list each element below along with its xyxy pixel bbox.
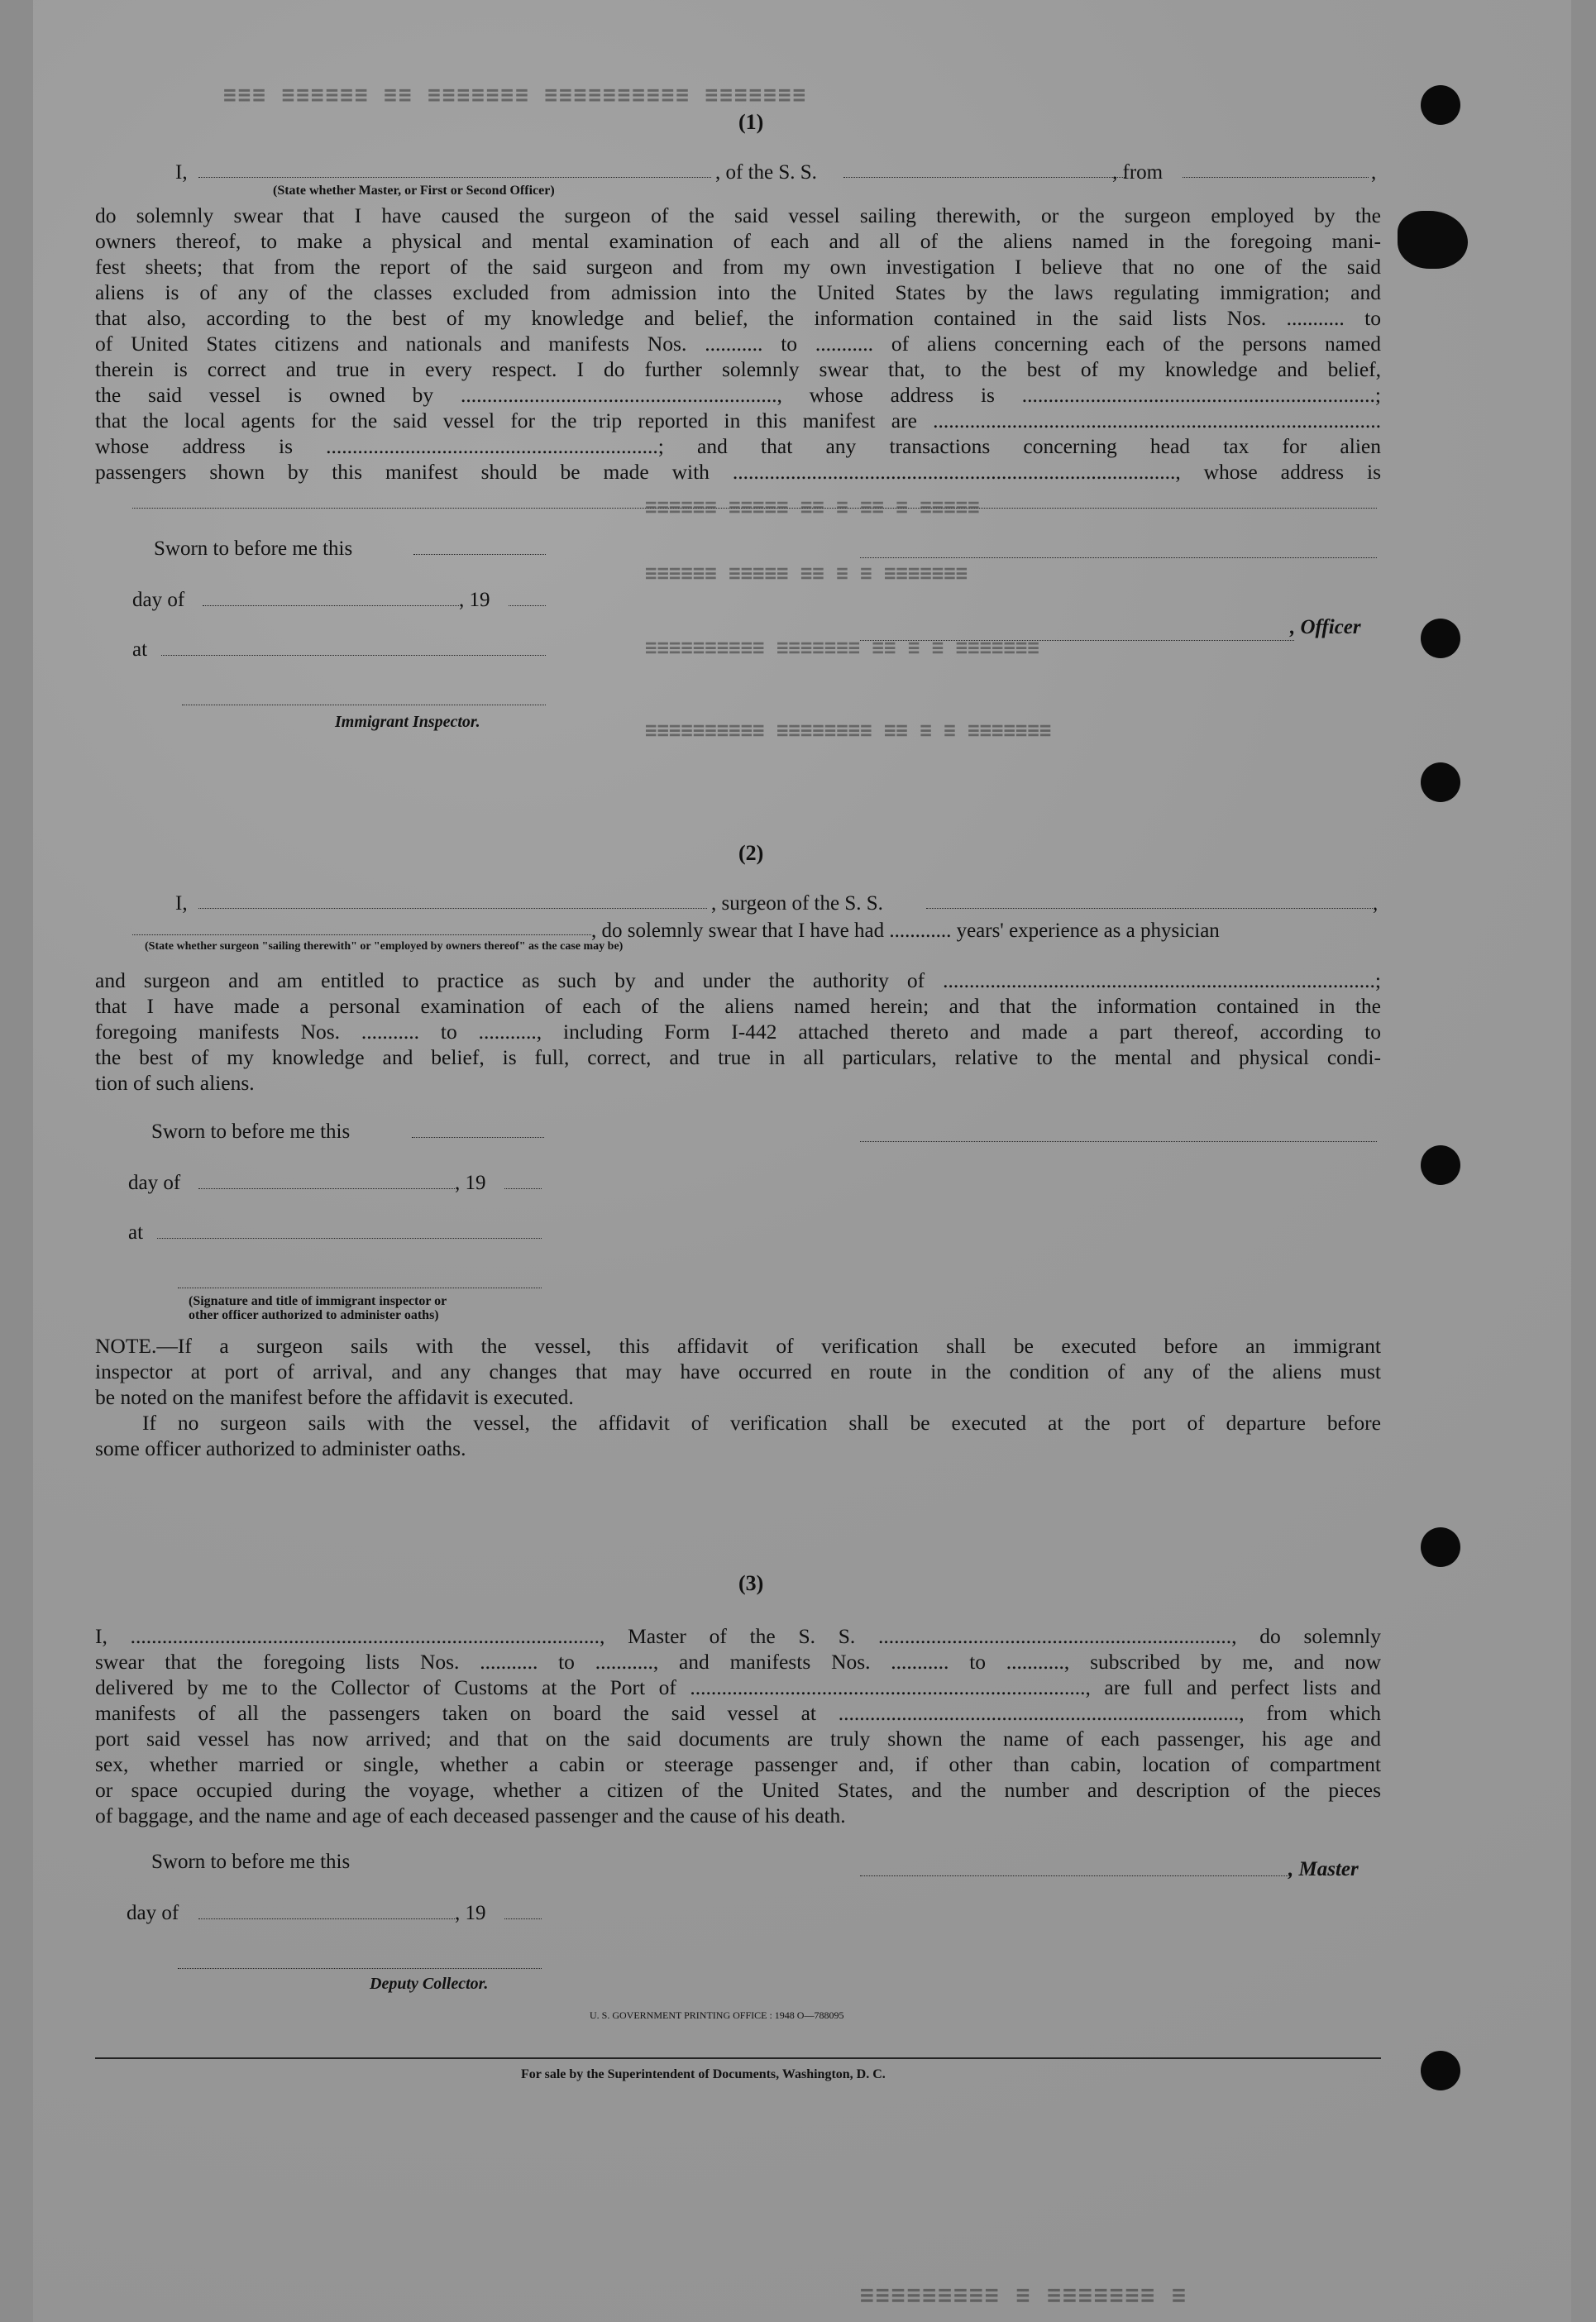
at-label-2: at (128, 1221, 144, 1244)
sworn-label-1: Sworn to before me this (154, 538, 353, 560)
punch-hole (1421, 2051, 1460, 2090)
day-of-label-1: day of (132, 589, 185, 611)
paragraph-line: the best of my knowledge and belief, is full, correct, and true in all particulars, relative to the mental and physical condi- (95, 1045, 1381, 1069)
footer-rule (95, 2057, 1381, 2059)
paragraph-line: owners thereof, to make a physical and mental examination of each and all of the aliens named in the foregoing mani- (95, 229, 1381, 253)
surgeon-status-blank[interactable] (132, 933, 591, 935)
day-blank-3[interactable] (198, 1917, 455, 1919)
paragraph-line: tion of such aliens. (95, 1071, 255, 1095)
from-port-blank[interactable] (1183, 175, 1369, 178)
officer-rank-note: (State whether Master, or First or Second Officer) (273, 184, 555, 198)
bleed-through-text: ≡≡≡≡≡≡≡≡≡≡ ≡≡≡≡≡≡≡ ≡≡ ≡ ≡ ≡≡≡≡≡≡≡ (645, 637, 1039, 660)
paragraph-line: that I have made a personal examination of each of the aliens named herein; and that the information contained in the (95, 994, 1381, 1018)
paragraph-line: sex, whether married or single, whether a cabin or steerage passenger and, if other than cabin, location of compartment (95, 1752, 1381, 1776)
day-of-label-3: day of (127, 1902, 179, 1924)
oath-2-declarant: I, (175, 892, 188, 915)
year-label-3: , 19 (455, 1902, 486, 1924)
inspector-signature-blank-2[interactable] (178, 1286, 542, 1288)
bleed-through-text: ≡≡≡≡≡≡≡≡≡ ≡ ≡≡≡≡≡≡≡ ≡ (860, 2282, 1188, 2310)
day-of-label-2: day of (128, 1172, 181, 1194)
from-label: , from (1112, 161, 1164, 184)
punch-hole (1421, 762, 1460, 802)
paragraph-line: do solemnly swear that I have caused the surgeon of the said vessel sailing therewith, or the surgeon employed by the (95, 203, 1381, 227)
punch-hole (1421, 1527, 1460, 1567)
comma: , (1371, 161, 1377, 184)
paragraph-line: fest sheets; that from the report of the said surgeon and from my own investigation I believe that no one of the said (95, 255, 1381, 279)
bleed-through-text: ≡≡≡ ≡≡≡≡≡≡ ≡≡ ≡≡≡≡≡≡≡ ≡≡≡≡≡≡≡≡≡≡ ≡≡≡≡≡≡≡ (223, 83, 808, 108)
paragraph-line: of baggage, and the name and age of each deceased passenger and the cause of his death. (95, 1804, 846, 1828)
bleed-through-text: ≡≡≡≡≡≡≡≡≡≡ ≡≡≡≡≡≡≡≡ ≡≡ ≡ ≡ ≡≡≡≡≡≡≡ (645, 719, 1052, 743)
paragraph-line: or space occupied during the voyage, whether a citizen of the United States, and the number and description of the pieces (95, 1778, 1381, 1802)
section-1-heading: (1) (738, 110, 764, 134)
day-blank-2[interactable] (198, 1187, 455, 1189)
printing-office-line: U. S. GOVERNMENT PRINTING OFFICE : 1948 O—788095 (590, 2009, 844, 2021)
paragraph-line: and surgeon and am entitled to practice as such by and under the authority of ..................................................................................; (95, 968, 1381, 992)
section-2-heading: (2) (738, 841, 764, 865)
paragraph-line: therein is correct and true in every respect. I do further solemnly swear that, to the best of my knowledge and belief, (95, 357, 1381, 381)
immigrant-inspector-label: Immigrant Inspector. (335, 713, 480, 731)
paragraph-line: that the local agents for the said vessel for the trip reported in this manifest are ..................................................................................... (95, 408, 1381, 432)
experience-line: , do solemnly swear that I have had ............ years' experience as a physician (591, 920, 1220, 942)
paragraph-line: port said vessel has now arrived; and that on the said documents are truly shown the name of each passenger, his age and (95, 1727, 1381, 1751)
paragraph-line: I, ........................................................................................., Master of the S. S. ..................................................................., do solemnly (95, 1624, 1381, 1648)
paragraph-line: foregoing manifests Nos. ........... to ..........., including Form I-442 attached thereto and made a part thereof, according to (95, 1020, 1381, 1044)
surgeon-vessel-label: , surgeon of the S. S. (711, 892, 883, 915)
surgeon-name-blank[interactable] (198, 906, 707, 909)
master-signature-blank[interactable] (860, 1874, 1290, 1876)
sworn-blank-1[interactable] (413, 552, 546, 555)
deputy-signature-blank[interactable] (178, 1966, 542, 1969)
paragraph-line: that also, according to the best of my knowledge and belief, the information contained in the said lists Nos. ........... to (95, 306, 1381, 330)
note-line: be noted on the manifest before the affidavit is executed. (95, 1385, 574, 1409)
paragraph-line: delivered by me to the Collector of Customs at the Port of ..........................................................................., are full and perfect lists and (95, 1675, 1381, 1699)
punch-hole (1421, 619, 1460, 658)
note-line: If no surgeon sails with the vessel, the affidavit of verification shall be executed at the port of departure before (142, 1411, 1381, 1435)
comma: , (1373, 892, 1379, 915)
bleed-through-text: ≡≡≡≡≡≡ ≡≡≡≡≡ ≡≡ ≡ ≡≡ ≡ ≡≡≡≡≡ (645, 496, 980, 519)
surgeon-signature-blank[interactable] (860, 1140, 1377, 1142)
year-blank-2[interactable] (504, 1187, 542, 1189)
day-blank-1[interactable] (203, 604, 459, 606)
officer-label: , Officer (1290, 616, 1361, 638)
inspector-signature-blank[interactable] (182, 703, 546, 705)
punch-hole (1421, 1145, 1460, 1185)
paragraph-line: the said vessel is owned by ............................................................, whose address is ...................................................................; (95, 383, 1381, 407)
note-line: some officer authorized to administer oaths. (95, 1436, 466, 1460)
note-line: inspector at port of arrival, and any changes that may have occurred en route in the condition of any of the aliens must (95, 1359, 1381, 1383)
year-label-2: , 19 (455, 1172, 486, 1194)
sworn-blank-2[interactable] (412, 1135, 544, 1138)
paragraph-line: manifests of all the passengers taken on board the said vessel at ............................................................................, from which (95, 1701, 1381, 1725)
year-blank-1[interactable] (509, 604, 546, 606)
address-blank[interactable] (132, 506, 1377, 509)
paragraph-line: passengers shown by this manifest should be made with ...................................................................................., whose address is (95, 460, 1381, 484)
surgeon-status-note: (State whether surgeon "sailing therewith" or "employed by owners thereof" as the case may be) (145, 940, 624, 953)
year-label-1: , 19 (459, 589, 490, 611)
vessel-label: , of the S. S. (715, 161, 817, 184)
master-label: , Master (1288, 1858, 1359, 1880)
year-blank-3[interactable] (504, 1917, 542, 1919)
punch-hole (1421, 85, 1460, 125)
deputy-collector-label: Deputy Collector. (370, 1975, 489, 1993)
officer-blank[interactable] (860, 638, 1294, 641)
surgeon-vessel-blank[interactable] (926, 906, 1373, 909)
paragraph-line: of United States citizens and nationals and manifests Nos. ........... to ........... of aliens concerning each of the persons named (95, 332, 1381, 356)
at-label-1: at (132, 638, 148, 661)
oath-1-declarant: I, (175, 161, 188, 184)
signature-note-2: other officer authorized to administer oaths) (189, 1308, 439, 1322)
sworn-label-3: Sworn to before me this (151, 1851, 351, 1873)
paragraph-line: aliens is of any of the classes excluded from admission into the United States by the laws regulating immigration; and (95, 280, 1381, 304)
for-sale-line: For sale by the Superintendent of Documents, Washington, D. C. (521, 2067, 886, 2081)
section-3-heading: (3) (738, 1571, 764, 1595)
bleed-through-text: ≡≡≡≡≡≡ ≡≡≡≡≡ ≡≡ ≡ ≡ ≡≡≡≡≡≡≡ (645, 562, 968, 585)
officer-signature-blank[interactable] (860, 556, 1377, 558)
signature-note-1: (Signature and title of immigrant inspector or (189, 1294, 447, 1308)
declarant-name-blank[interactable] (198, 175, 711, 178)
note-line: NOTE.—If a surgeon sails with the vessel, this affidavit of verification shall be executed before an immigrant (95, 1334, 1381, 1358)
at-blank-1[interactable] (161, 653, 546, 656)
vessel-name-blank[interactable] (843, 175, 1125, 178)
paragraph-line: whose address is ...............................................................; and that any transactions concerning head tax for alien (95, 434, 1381, 458)
sworn-label-2: Sworn to before me this (151, 1120, 351, 1143)
at-blank-2[interactable] (157, 1236, 542, 1239)
paragraph-line: swear that the foregoing lists Nos. ........... to ..........., and manifests Nos. ........... to ..........., subscribed by me, and now (95, 1650, 1381, 1674)
